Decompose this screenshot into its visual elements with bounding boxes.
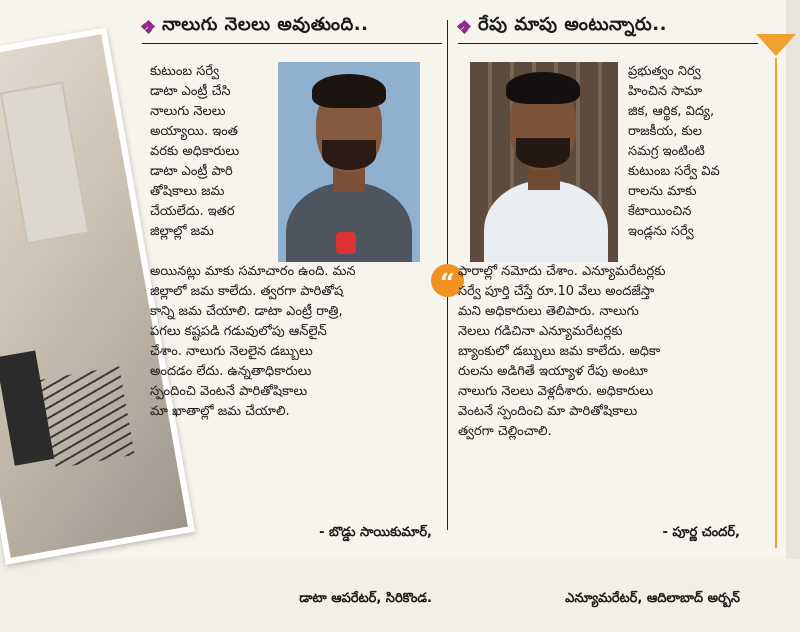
left-column — [142, 14, 442, 44]
beard-shape — [516, 138, 570, 168]
left-signature-name: - బొడ్డు సాయికుమార్, — [319, 525, 432, 540]
window-shape — [0, 82, 90, 245]
left-portrait-photo — [278, 62, 420, 262]
left-signature-role: డాటా ఆపరేటర్, సిరికొండ. — [299, 591, 432, 606]
hair-shape — [312, 74, 386, 108]
right-signature-name: - పూర్ణ చందర్, — [662, 525, 740, 540]
beard-shape — [322, 140, 376, 170]
right-signature-role: ఎన్యూమరేటర్, ఆదిలాబాద్ అర్బన్ — [565, 591, 740, 606]
hair-shape — [506, 72, 580, 104]
right-signature — [565, 478, 740, 632]
right-column — [458, 14, 758, 44]
quote-icon: “ — [431, 264, 464, 297]
right-heading — [458, 14, 758, 44]
diamond-bullet-icon — [142, 21, 154, 33]
left-signature — [299, 478, 432, 632]
left-body-bottom: అయినట్లు మాకు సమాచారం ఉంది. మన జిల్లాలో జమ కాలేదు. త్వరగా పారితోష కాన్ని జమ చేయాలి. డాటా ఎంట్రీ రాత్రి, పగలు కష్టపడి గడువులోపు ఆన్‌లైన్ చేశాం. నాలుగు నెలలైన డబ్బులు అందడం లేదు. ఉన్నతాధికారులు స్పందించి వెంటనే పారితోషికాలు మా ఖాతాల్లో జమ చేయాలి. — [150, 264, 356, 419]
left-heading — [142, 14, 442, 44]
section-marker-triangle-icon — [756, 34, 796, 56]
page-edge — [786, 0, 800, 559]
right-body-bottom: ఫారాల్లో నమోదు చేశాం. ఎన్యూమరేటర్లకు సర్వే పూర్తి చేస్తే రూ.10 వేలు అందజేస్తా మని అధికారులు తెలిపారు. నాలుగు నెలలు గడిచినా ఎన్యూమరేటర్లకు బ్యాంకులో డబ్బులు జమ కాలేదు. అధికా రులను అడిగితే ఇయ్యాళ రేపు అంటూ నాలుగు నెలలు వెళ్లదీశారు. అధికారులు వెంటనే స్పందించి మా పారితోషికాలు త్వరగా చెల్లించాలి. — [458, 264, 666, 439]
right-body-top: ప్రభుత్వం నిర్వ హించిన సామా జిక, ఆర్థిక, విద్య, రాజకీయ, కుల సమగ్ర ఇంటింటి కుటుంబ సర్వే వివ రాలను మాకు కేటాయించిన ఇండ్లను సర్వే — [628, 64, 720, 239]
cables-shape — [40, 366, 134, 469]
left-heading-text: నాలుగు నెలలు అవుతుంది.. — [162, 14, 369, 35]
right-heading-text: రేపు మాపు అంటున్నారు.. — [478, 14, 667, 35]
right-portrait-photo — [470, 62, 618, 262]
section-marker-line — [775, 58, 777, 548]
shirt-logo-shape — [336, 232, 356, 254]
left-body-top: కుటుంబ సర్వే డాటా ఎంట్రీ చేసి నాలుగు నెలలు అయ్యాయి. ఇంత వరకు అధికారులు డాటా ఎంట్రీ పారి తోషికాలు జమ చేయలేదు. ఇతర జిల్లాల్లో జమ — [150, 64, 240, 239]
diamond-bullet-icon — [458, 21, 470, 33]
